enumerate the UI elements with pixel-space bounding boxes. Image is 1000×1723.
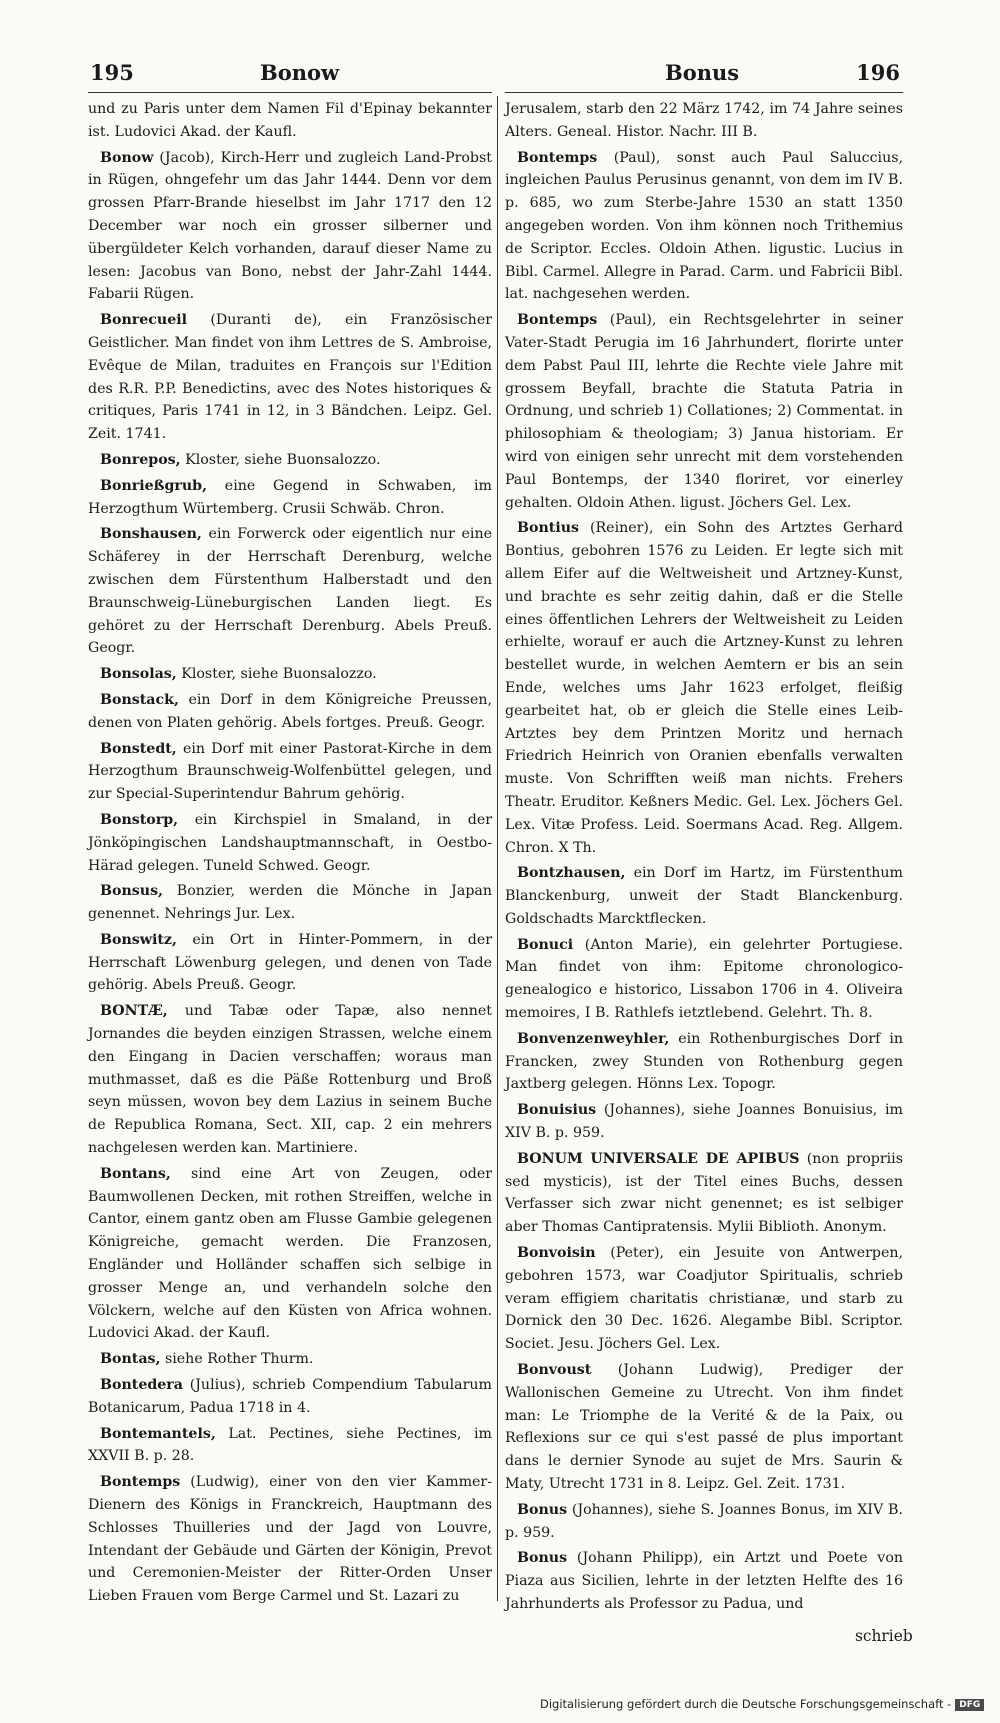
dictionary-entry xyxy=(88,1348,492,1371)
dictionary-entry xyxy=(88,523,492,660)
entry-headword: Bontas, xyxy=(100,1351,161,1368)
dictionary-entry xyxy=(88,1423,492,1469)
entry-headword: Bontzhausen, xyxy=(517,865,626,882)
entry-headword: Bonshausen, xyxy=(100,526,202,543)
header-rule-left xyxy=(88,92,492,93)
dictionary-entry xyxy=(88,98,492,144)
column-divider xyxy=(497,96,498,1601)
entry-text: (Johann Philipp), ein Artzt und Poete von Piaza aus Sicilien, lehrte in der letzten Helfte des 16 Jahrhunderts als Professor zu Padua, und xyxy=(505,1550,903,1612)
running-header xyxy=(90,60,900,90)
entry-text: Kloster, siehe Buonsalozzo. xyxy=(185,451,381,468)
entry-text: (non propriis sed mysticis), ist der Titel eines Buchs, dessen Verfasser sich zwar nicht genennet; es ist selbiger aber Thomas Cantipratensis. Mylii Biblioth. Anonym. xyxy=(505,1150,903,1236)
page-number-left: 195 xyxy=(90,60,134,85)
dictionary-entry xyxy=(505,1099,903,1145)
dictionary-entry xyxy=(88,663,492,686)
entry-headword: Bonvoisin xyxy=(517,1245,596,1262)
entry-text: ein Rothenburgisches Dorf in Francken, zwey Stunden von Rothenburg gegen Jaxtberg gelegen. Hönns Lex. Topogr. xyxy=(505,1030,903,1093)
entry-text: (Jacob), Kirch-Herr und zugleich Land-Probst in Rügen, ohngefehr um das Jahr 1444. Denn vor dem grossen Pfarr-Brande hieselbst im Jahr 1717 den 12 December war noch ein grosser silberner und übergüldeter Kelch vorhanden, darauf dieser Name zu lesen: Jacobus van Bono, nebst der Jahr-Zahl 1444. Fabarii Rügen. xyxy=(88,149,492,303)
entry-text: sind eine Art von Zeugen, oder Baumwollenen Decken, mit rothen Streiffen, welche in Cantor, einem gantz oben am Flusse Gambie gelegenen Königreiche, gemacht werden. Die Franzosen, Engländer und Holländer schaffen sich selbige in grosser Menge an, und verhandeln solche den Völckern, welche auf den Küsten von Africa wohnen. Ludovici Akad. der Kaufl. xyxy=(88,1165,493,1342)
entry-headword: Bonus xyxy=(517,1550,568,1567)
entry-text: (Paul), sonst auch Paul Saluccius, ingleichen Paulus Perusinus genannt, von dem im IV B. p. 685, wo zum Sterbe-Jahre 1530 an statt 1350 angegeben worden. Von ihm können noch Trithemius de Scriptor. Eccles. Oldoin Athen. ligustic. Lucius in Bibl. Carmel. Allegre in Parad. Carm. und Fabricii Bibl. lat. nachgesehen werden. xyxy=(505,149,903,303)
entry-text: Lat. Pectines, siehe Pectines, im XXVII B. p. 28. xyxy=(88,1425,492,1465)
dictionary-entry xyxy=(88,738,492,806)
entry-headword: Bonswitz, xyxy=(100,931,177,948)
header-rule-right xyxy=(505,92,903,93)
entry-text: (Johann Ludwig), Prediger der Wallonischen Gemeine zu Utrecht. Von ihm findet man: Le Triomphe de la Verité & de la Paix, ou Reflexions sur ce qui s'est passé de plus important dans le dernier Synode au sujet de Mrs. Saurin & Maty, Utrecht 1731 in 8. Leipz. Gel. Zeit. 1731. xyxy=(505,1362,904,1493)
entry-headword: Bonus xyxy=(517,1501,568,1518)
entry-headword: Bontemps xyxy=(517,149,598,166)
dictionary-entry xyxy=(505,1547,903,1615)
entry-text: ein Forwerck oder eigentlich nur eine Schäferey in der Herrschaft Derenburg, welche zwischen dem Fürstenthum Halberstadt und den Braunschweig-Lüneburgischen Landen liegt. Es gehöret zu der Herrschaft Derenburg. Abels Preuß. Geogr. xyxy=(88,526,492,657)
entry-text: ein Kirchspiel in Smaland, in der Jönköpingischen Landshauptmannschaft, in Oestbo-Härad gelegen. Tuneld Schwed. Geogr. xyxy=(88,811,492,874)
catchword: schrieb xyxy=(855,1627,913,1645)
entry-headword: Bonrepos, xyxy=(100,451,181,468)
dfg-logo: DFG xyxy=(955,1699,984,1711)
entry-text: (Duranti de), ein Französischer Geistlicher. Man findet von ihm Lettres de S. Ambroise, Evêque de Milan, traduites en François sur l'Edition des R.R. P.P. Benedictins, avec des Notes historiques & critiques, Paris 1741 in 12, in 3 Bändchen. Leipz. Gel. Zeit. 1741. xyxy=(88,312,492,443)
entry-headword: Bonuisius xyxy=(517,1102,597,1119)
dictionary-entry xyxy=(88,475,492,521)
entry-text: (Paul), ein Rechtsgelehrter in seiner Vater-Stadt Perugia im 16 Jahrhundert, florirte unter dem Pabst Paul III, lehrte die Rechte viele Jahre mit grossem Beyfall, brachte die Statuta Patria in Ordnung, und schrieb 1) Collationes; 2) Commentat. in philosophiam & theologiam; 3) Janua historiam. Er wird von einigen sehr unrecht mit dem vorstehenden Paul Bontemps, der 1340 floriret, vor einerley gehalten. Oldoin Athen. ligust. Jöchers Gel. Lex. xyxy=(505,312,903,511)
dictionary-entry xyxy=(505,147,903,307)
left-column xyxy=(88,98,492,1611)
dictionary-entry xyxy=(88,1000,492,1160)
dictionary-entry xyxy=(88,689,492,735)
entry-headword: Bonsus, xyxy=(100,883,163,900)
entry-headword: Bonstorp, xyxy=(100,811,179,828)
entry-text: Jerusalem, starb den 22 März 1742, im 74 Jahre seines Alters. Geneal. Histor. Nachr. III B. xyxy=(505,101,903,140)
entry-headword: BONTÆ, xyxy=(100,1003,168,1020)
footer-text: Digitalisierung gefördert durch die Deutsche Forschungsgemeinschaft - xyxy=(540,1697,952,1711)
entry-headword: Bontemantels, xyxy=(100,1425,216,1442)
entry-text: Bonzier, werden die Mönche in Japan genennet. Nehrings Jur. Lex. xyxy=(88,883,493,923)
dictionary-entry xyxy=(88,880,492,926)
dictionary-entry xyxy=(505,309,903,514)
entry-headword: Bonvoust xyxy=(517,1362,592,1379)
entry-headword: BONUM UNIVERSALE DE APIBUS xyxy=(517,1150,800,1167)
entry-text: (Johannes), siehe Joannes Bonuisius, im XIV B. p. 959. xyxy=(505,1102,903,1142)
entry-headword: Bontans, xyxy=(100,1165,171,1182)
dictionary-entry xyxy=(505,1148,903,1239)
entry-headword: Bonuci xyxy=(517,936,574,953)
entry-headword: Bonrecueil xyxy=(100,312,188,329)
entry-text: eine Gegend in Schwaben, im Herzogthum Würtemberg. Crusii Schwäb. Chron. xyxy=(88,477,492,517)
entry-headword: Bonvenzenweyhler, xyxy=(517,1030,670,1047)
entry-headword: Bonrießgrub, xyxy=(100,477,208,494)
entry-text: (Reiner), ein Sohn des Artztes Gerhard Bontius, gebohren 1576 zu Leiden. Er legte sich mit allem Eifer auf die Weltweisheit und Artzney-Kunst, und brachte es sehr zeitig dahin, daß er die Stelle eines öffentlichen Lehrers der Weltweisheit zu Leiden erhielte, worauf er auch die Artzney-Kunst zu lehren bestellet wurde, in welchen Aemtern er bis an sein Ende, welches ums Jahr 1623 erfolget, fleißig gearbeitet hat, ob er gleich die Stelle eines Leib-Artztes bey dem Printzen Moritz und hernach Friedrich Heinrich von Oranien ebenfalls verwalten muste. Von Schrifften weiß man nichts. Frehers Theatr. Eruditor. Keßners Medic. Gel. Lex. Jöchers Gel. Lex. Vitæ Profess. Leid. Soermans Acad. Reg. Allgem. Chron. X Th. xyxy=(505,520,904,856)
entry-headword: Bonstack, xyxy=(100,691,179,708)
entry-text: ein Dorf im Hartz, im Fürstenthum Blanckenburg, unweit der Stadt Blanckenburg. Goldschadts Marcktflecken. xyxy=(505,865,904,927)
dictionary-entry xyxy=(505,98,903,144)
dictionary-entry xyxy=(505,1242,903,1356)
dictionary-entry xyxy=(88,929,492,997)
header-word-right: Bonus xyxy=(665,60,740,85)
dictionary-entry xyxy=(88,309,492,446)
dictionary-entry xyxy=(88,1163,492,1345)
right-column xyxy=(505,98,903,1619)
entry-text: ein Dorf mit einer Pastorat-Kirche in dem Herzogthum Braunschweig-Wolfenbüttel gelegen, und zur Special-Superintendur Bahrum gehörig. xyxy=(88,740,493,803)
dictionary-entry xyxy=(88,1471,492,1608)
entry-headword: Bontius xyxy=(517,520,580,537)
page-number-right: 196 xyxy=(856,60,900,85)
entry-text: (Anton Marie), ein gelehrter Portugiese. Man findet von ihm: Epitome chronologico-genealogico e historico, Lissabon 1706 in 4. Oliveira memoires, I B. Rathlefs ietztlebend. Gelehrt. Th. 8. xyxy=(505,936,904,1022)
dictionary-entry xyxy=(88,147,492,307)
entry-headword: Bonow xyxy=(100,149,154,166)
entry-headword: Bontemps xyxy=(100,1474,181,1491)
entry-text: (Ludwig), einer von den vier Kammer-Dienern des Königs in Franckreich, Hauptmann des Schlosses Thuilleries und der Jagd von Louvre, Intendant der Gebäude und Gärten der Königin, Prevot und Ceremonien-Meister der Ritter-Orden Unser Lieben Frauen vom Berge Carmel und St. Lazari zu xyxy=(88,1474,492,1605)
dictionary-entry xyxy=(88,1374,492,1420)
entry-headword: Bontemps xyxy=(517,312,598,329)
entry-text: (Johannes), siehe S. Joannes Bonus, im XIV B. p. 959. xyxy=(505,1501,903,1541)
entry-text: und zu Paris unter dem Namen Fil d'Epinay bekannter ist. Ludovici Akad. der Kaufl. xyxy=(88,101,492,140)
entry-headword: Bontedera xyxy=(100,1377,183,1394)
entry-text: (Peter), ein Jesuite von Antwerpen, gebohren 1573, war Coadjutor Spiritualis, schrieb veram effigiem charitatis christianæ, und starb zu Dornick den 30 Dec. 1626. Alegambe Bibl. Scriptor. Societ. Jesu. Jöchers Gel. Lex. xyxy=(505,1245,903,1353)
entry-text: und Tabæ oder Tapæ, also nennet Jornandes die beyden einzigen Strassen, welche einem den Eingang in Dacien verschaffen; woraus man muthmasset, daß es die Päße Rottenburg und Broß seyn müssen, wovon bey dem Lazius in seinem Buche de Republica Romana, Sect. XII, cap. 2 ein mehrers nachgelesen werden kan. Martiniere. xyxy=(88,1003,492,1157)
entry-text: ein Ort in Hinter-Pommern, in der Herrschaft Löwenburg gelegen, und denen von Tade gehörig. Abels Preuß. Geogr. xyxy=(88,931,492,994)
footer xyxy=(540,1697,992,1715)
dictionary-entry xyxy=(505,1359,903,1496)
dictionary-entry xyxy=(88,449,492,472)
entry-text: Kloster, siehe Buonsalozzo. xyxy=(181,666,377,683)
entry-text: ein Dorf in dem Königreiche Preussen, denen von Platen gehörig. Abels fortges. Preuß. Geogr. xyxy=(88,691,492,731)
dictionary-entry xyxy=(88,809,492,877)
dictionary-entry xyxy=(505,1499,903,1545)
dictionary-entry xyxy=(505,862,903,930)
dictionary-entry xyxy=(505,1028,903,1096)
entry-headword: Bonsolas, xyxy=(100,666,177,683)
entry-text: siehe Rother Thurm. xyxy=(164,1351,314,1368)
dictionary-entry xyxy=(505,934,903,1025)
entry-headword: Bonstedt, xyxy=(100,740,177,757)
entry-text: (Julius), schrieb Compendium Tabularum Botanicarum, Padua 1718 in 4. xyxy=(88,1377,493,1416)
header-word-left: Bonow xyxy=(260,60,340,85)
dictionary-entry xyxy=(505,517,903,859)
